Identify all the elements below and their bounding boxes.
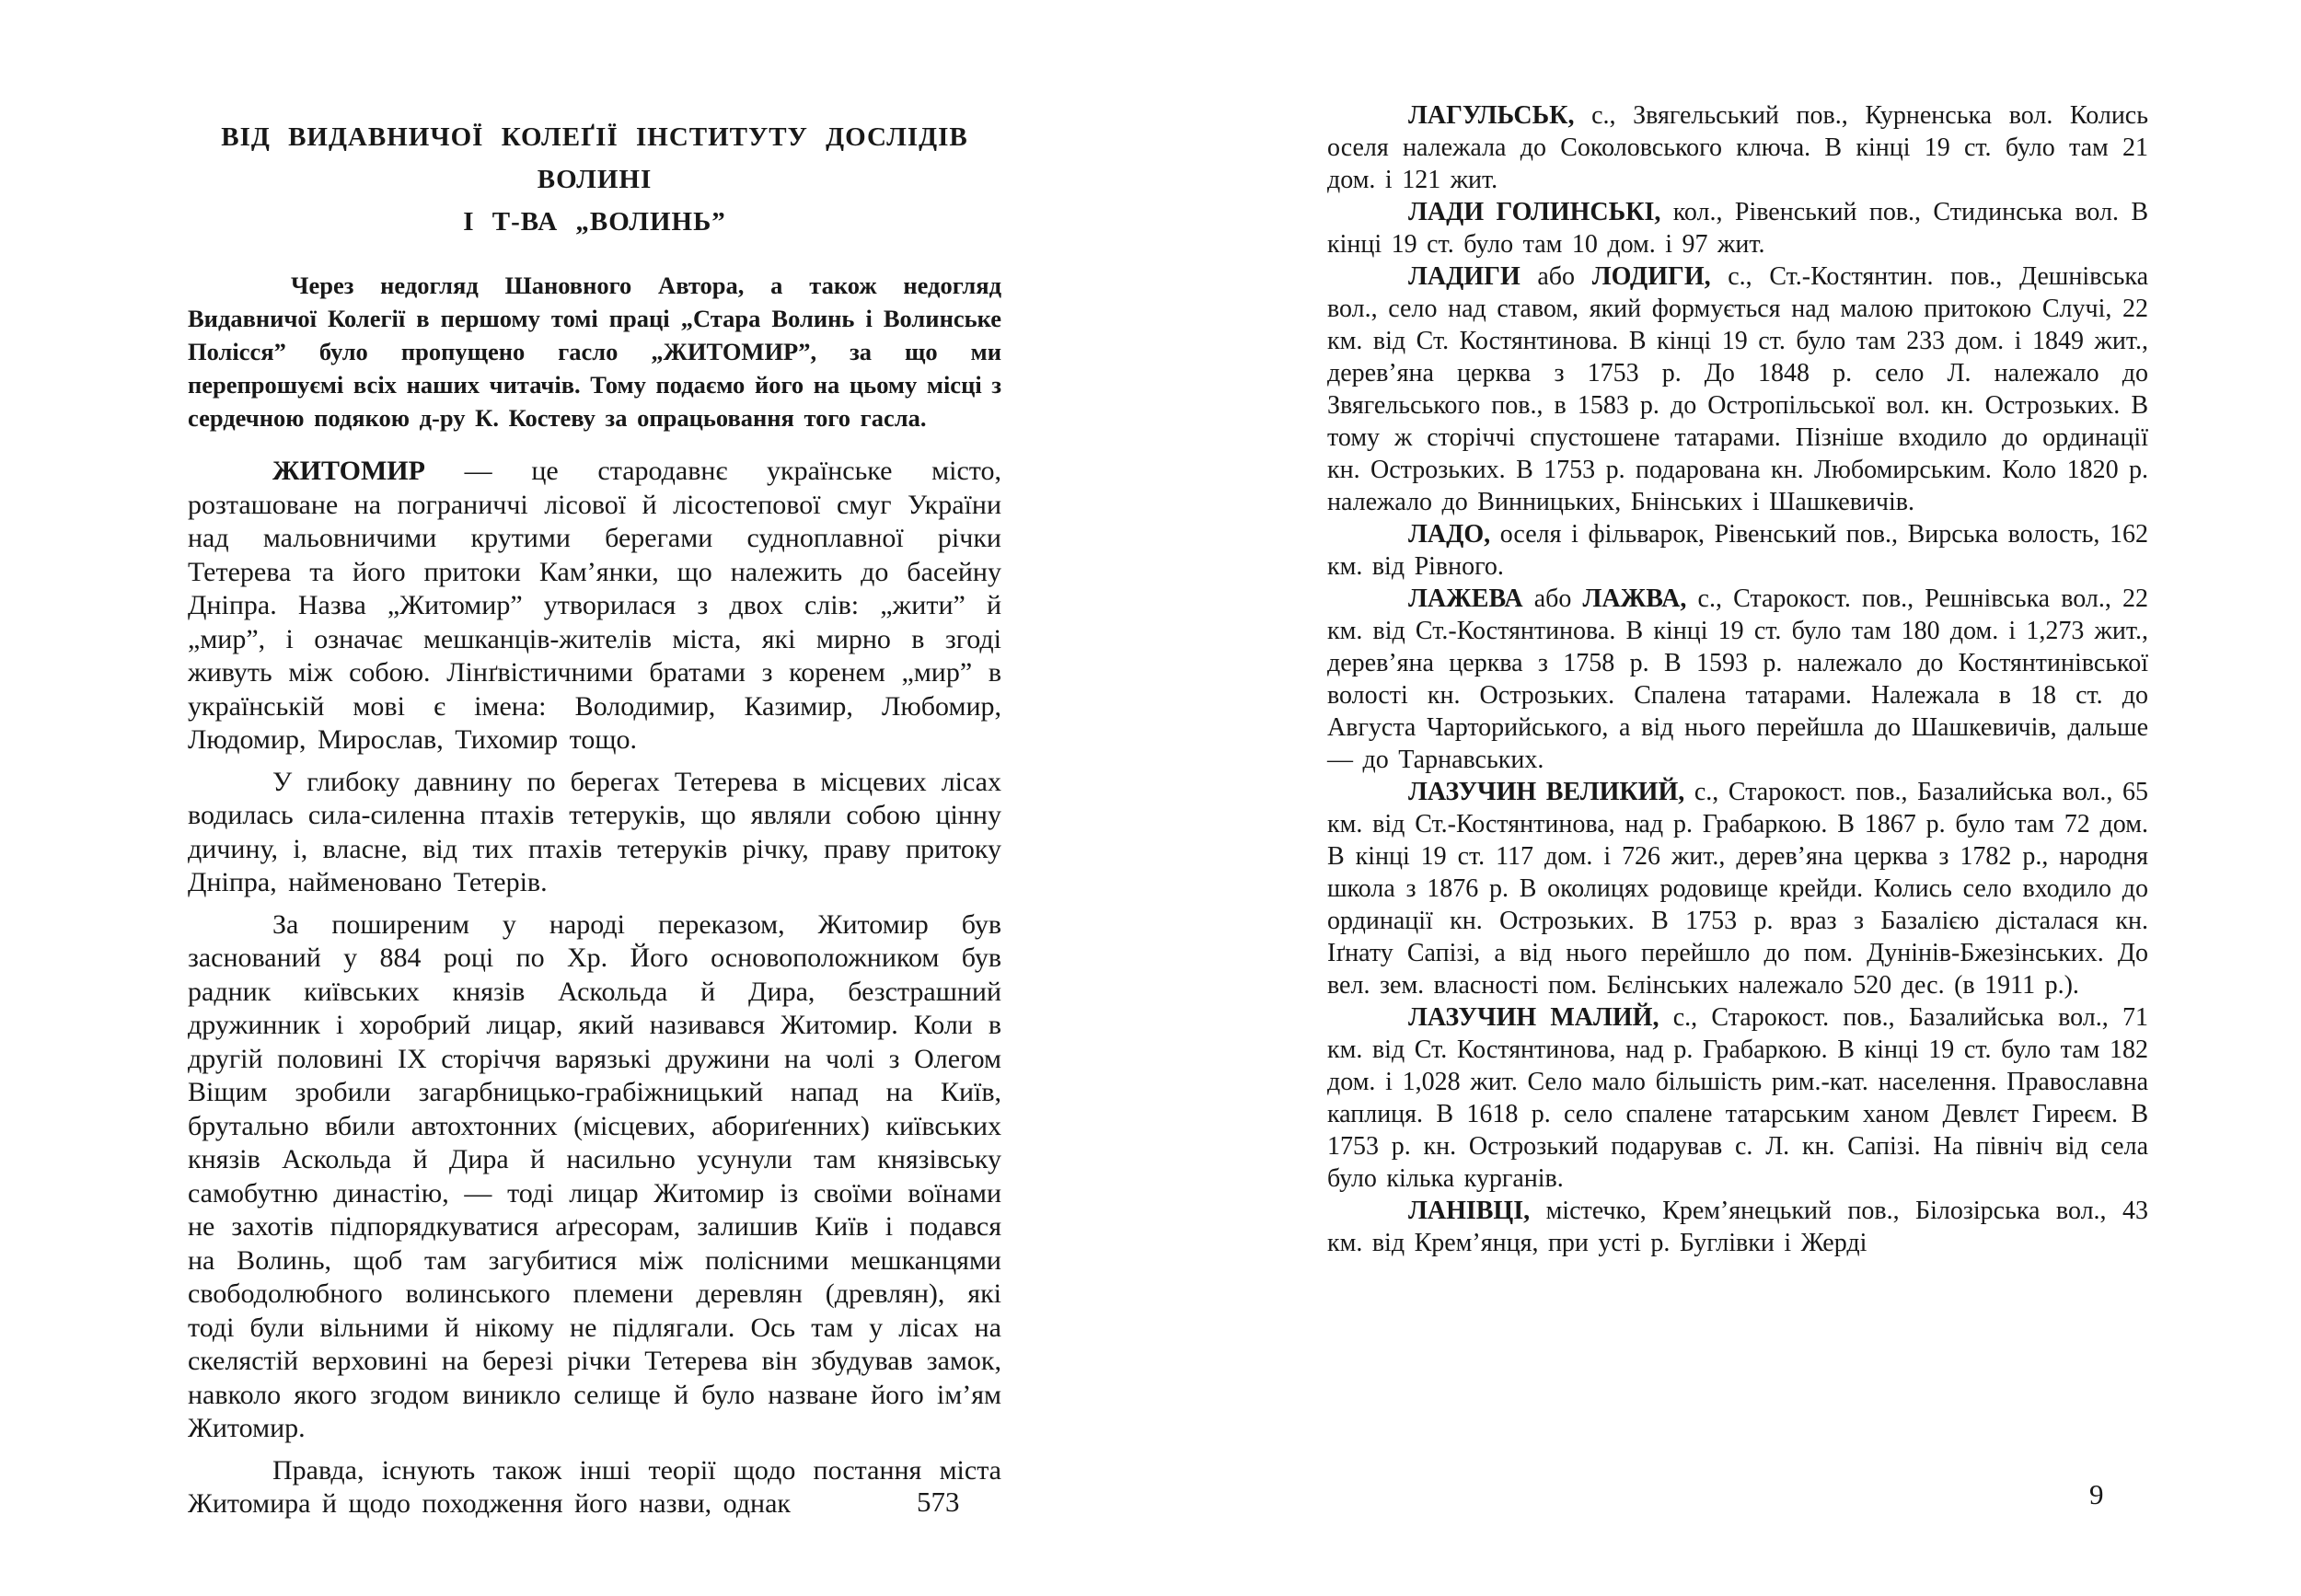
headword: ЛОДИГИ, — [1591, 262, 1711, 291]
headword: ЛАДО, — [1408, 520, 1491, 549]
gazetteer-entry — [1327, 583, 2148, 776]
gazetteer-entries — [1327, 99, 2148, 1259]
gazetteer-entry — [1327, 1001, 2148, 1195]
gazetteer-entry — [1327, 1195, 2148, 1259]
text-run: кол., Рівенський пов., Стидинська вол. В кінці 19 ст. було там 10 дом. і 97 жит. — [1327, 198, 2149, 259]
page-number-right: 9 — [2089, 1478, 2104, 1510]
gazetteer-entry — [1327, 196, 2148, 260]
right-page — [1327, 99, 2148, 1259]
text-run: оселя і фільварок, Рівенський пов., Вирська волость, 162 км. від Рівного. — [1327, 520, 2148, 581]
page-title-line-1: ВІД ВИДАВНИЧОЇ КОЛЕҐІЇ ІНСТИТУТУ ДОСЛІДІВ ВОЛИНІ — [221, 122, 968, 194]
text-run: Правда, існують також інші теорії щодо постання міста Житомира й щодо походження його назви, однак — [188, 1454, 1001, 1519]
text-run: с., Старокост. пов., Базалийська вол., 71 км. від Ст. Костянтинова, над р. Грабаркою. В кінці 19 ст. було там 182 дом. і 1,028 жит. Село мало більшість рим.-кат. населення. Православна каплиця. В 1618 р. село спалене татарським ханом Девлєт Гиреєм. В 1753 р. кн. Острозький подарував с. Л. кн. Сапізі. На північ від села було кілька курганів. — [1327, 1003, 2148, 1193]
headword: ЛАЗУЧИН ВЕЛИКИЙ, — [1408, 778, 1685, 806]
text-run: с., Ст.-Костянтин. пов., Дешнівська вол., село над ставом, який формується над малою притокою Случі, 22 км. від Ст. Костянтинова. В кінці 19 ст. було там 233 дом. і 1849 жит., дерев’яна церква з 1753 р. До 1848 р. село Л. належало до Звягельського пов., в 1583 р. до Остропільської вол. кн. Острозьких. В тому ж сторіччі спустошене татарами. Пізніше входило до ординації кн. Острозьких. В 1753 р. подарована кн. Любомирським. Коло 1820 р. належало до Винницьких, Бнінських і Шашкевичів. — [1327, 262, 2148, 516]
text-run: або — [1520, 262, 1592, 291]
headword: ЛАЖВА, — [1582, 584, 1687, 613]
text-run: — це стародавнє українське місто, розташоване на пограниччі лісової й лісостепової смуг України над мальовничими крутими берегами судноплавної річки Тетерева та його притоки Кам’янки, що належить до басейну Дніпра. Назва „Житомир” утворилася з двох слів: „жити” й „мир”, і означає мешканців-жителів міста, які мирно в згоді живуть між собою. Лінґвістичними братами з коренем „мир” в українській мові є імена: Володимир, Казимир, Любомир, Людомир, Мирослав, Тихомир тощо. — [188, 456, 1001, 755]
headword: ЖИТОМИР — [272, 456, 425, 486]
headword: ЛАДИ ГОЛИНСЬКІ, — [1408, 198, 1661, 226]
text-run: с., Старокост. пов., Решнівська вол., 22 км. від Ст.-Костянтинова. В кінці 19 ст. було там 180 дом. і 1,273 жит., дерев’яна церква з 1758 р. В 1593 р. належало до Костянтинівської волості кн. Острозьких. Спалена татарами. Належала в 18 ст. до Августа Чарторийського, а від нього перейшла до Шашкевичів, дальше — до Тарнавських. — [1327, 584, 2148, 774]
article-paragraph — [188, 766, 1001, 900]
gazetteer-entry — [1327, 99, 2148, 196]
text-run: У глибоку давнину по берегах Тетерева в місцевих лісах водилась сила-силенна птахів тетеруків, що являли собою цінну дичину, і, власне, від тих птахів тетеруків річку, праву притоку Дніпра, найменовано Тетерів. — [188, 766, 1001, 897]
page-title-line-2: І Т-ВА „ВОЛИНЬ” — [463, 207, 726, 237]
headword: ЛАГУЛЬСЬК, — [1408, 101, 1575, 130]
text-run: або — [1522, 584, 1583, 613]
headword: ЛАДИГИ — [1408, 262, 1521, 291]
text-run: За поширеним у народі переказом, Житомир був заснований у 884 році по Хр. Його основоположником був радник київських князів Аскольда й Дира, безстрашний дружинник і хоробрий лицар, який називався Житомир. Коли в другій половині IX сторіччя варязькі дружини на чолі з Олегом Віщим зробили загарбницько-грабіжницький напад на Київ, брутально вбили автохтонних (місцевих, абориґенних) київських князів Аскольда й Дира й насильно усунули там князівську самобутню династію, — тоді лицар Житомир із своїми воїнами не захотів підпорядкуватися аґресорам, залишив Київ і подався на Волинь, щоб там загубитися між полісними мешканцями свободолюбного волинського племени деревлян (древлян), які тоді були вільними й нікому не підлягали. Ось там у лісах на скелястій верховині на березі річки Тетерева він збудував замок, навколо якого згодом виникло селище й було назване його ім’ям Житомир. — [188, 908, 1001, 1443]
article-body — [188, 455, 1001, 1521]
article-paragraph — [188, 455, 1001, 758]
page-number-left: 573 — [917, 1486, 960, 1518]
text-run: с., Звягельський пов., Курненська вол. Колись оселя належала до Соколовського ключа. В кінці 19 ст. було там 21 дом. і 121 жит. — [1327, 101, 2148, 194]
text-run: с., Старокост. пов., Базалийська вол., 65 км. від Ст.-Костянтинова, над р. Грабаркою. В 1867 р. було там 72 дом. В кінці 19 ст. 117 дом. і 726 жит., дерев’яна церква з 1782 р., народня школа з 1876 р. В околицях родовище крейди. Колись село входило до ординації кн. Острозьких. В 1753 р. враз з Базалією дісталася кн. Іґнату Сапізі, а від нього перейшло до пом. Дунінів-Бжезінських. До вел. зем. власності пом. Бєлінських належало 520 дес. (в 1911 р.). — [1327, 778, 2148, 1000]
editorial-note: Через недогляд Шановного Автора, а також недогляд Видавничої Колегії в першому томі праці „Стара Волинь і Волинське Полісся” було пропущено гасло „ЖИТОМИР”, за що ми перепрошуємі всіх наших читачів. Тому подаємо його на цьому місці з сердечною подякою д-ру К. Костеву за опрацьовання того гасла. — [188, 272, 1001, 432]
left-page — [188, 116, 1001, 1530]
headword: ЛАЗУЧИН МАЛИЙ, — [1408, 1003, 1659, 1032]
gazetteer-entry — [1327, 776, 2148, 1001]
headword: ЛАЖЕВА — [1408, 584, 1523, 613]
page-title — [188, 116, 1001, 243]
text-run: містечко, Крем’янецький пов., Білозірська вол., 43 км. від Крем’янця, при усті р. Буглівки і Жерді — [1327, 1197, 2148, 1257]
article-paragraph — [188, 908, 1001, 1446]
gazetteer-entry — [1327, 518, 2148, 583]
article-paragraph — [188, 1454, 1001, 1521]
headword: ЛАНІВЦІ, — [1408, 1197, 1531, 1225]
gazetteer-entry — [1327, 260, 2148, 518]
